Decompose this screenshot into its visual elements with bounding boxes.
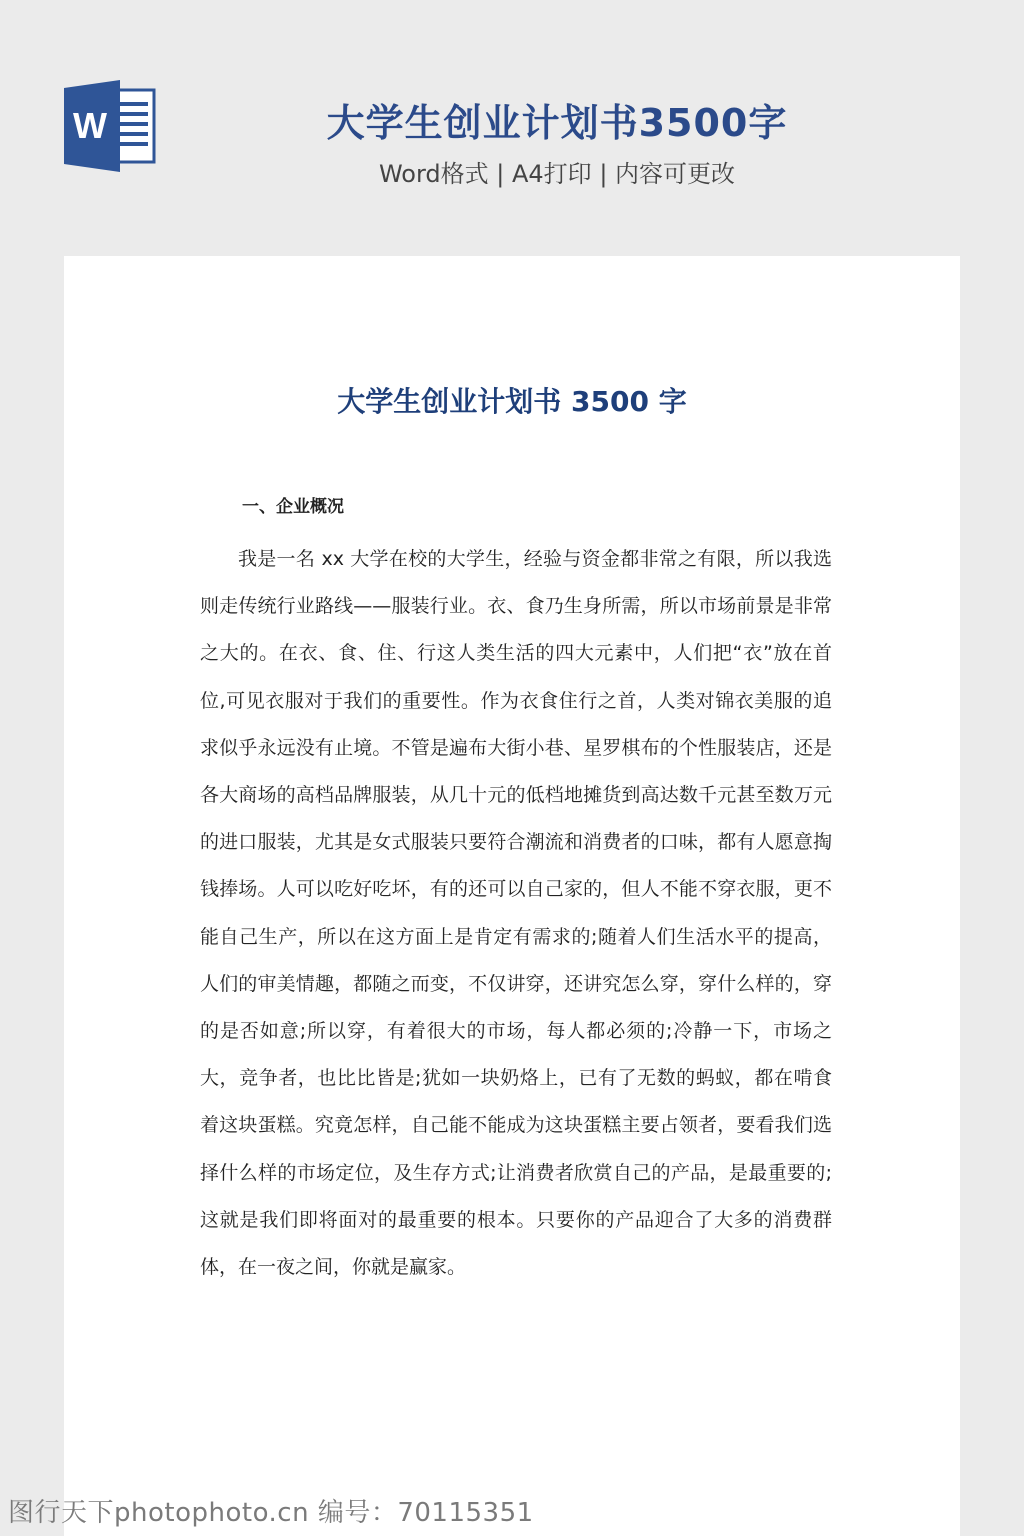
- header: [0, 0, 1024, 250]
- watermark: 图行天下photophoto.cn 编号：70115351: [8, 1498, 534, 1528]
- word-icon: [62, 80, 158, 172]
- svg-text:W: W: [73, 105, 107, 146]
- page-title: 大学生创业计划书3500字: [326, 101, 788, 145]
- body-paragraph: 我是一名 xx 大学在校的大学生，经验与资金都非常之有限，所以我选则走传统行业路线——服装行业。衣、食乃生身所需，所以市场前景是非常之大的。在衣、食、住、行这人类生活的四大元素中，人们把“衣”放在首位,可见衣服对于我们的重要性。作为衣食住行之首，人类对锦衣美服的追求似乎永远没有止境。不管是遍布大街小巷、星罗棋布的个性服装店，还是各大商场的高档品牌服装，从几十元的低档地摊货到高达数千元甚至数万元的进口服装，尤其是女式服装只要符合潮流和消费者的口味，都有人愿意掏钱捧场。人可以吃好吃坏，有的还可以自己家的，但人不能不穿衣服，更不能自己生产，所以在这方面上是肯定有需求的;随着人们生活水平的提高，人们的审美情趣，都随之而变，不仅讲穿，还讲究怎么穿，穿什么样的，穿的是否如意;所以穿，有着很大的市场，每人都必须的;冷静一下，市场之大，竞争者，也比比皆是;犹如一块奶烙上，已有了无数的蚂蚁，都在啃食着这块蛋糕。究竟怎样，自己能不能成为这块蛋糕主要占领者，要看我们选择什么样的市场定位，及生存方式;让消费者欣赏自己的产品，是最重要的;这就是我们即将面对的最重要的根本。只要你的产品迎合了大多的消费群体，在一夜之间，你就是赢家。: [200, 548, 832, 1279]
- document-title: 大学生创业计划书 3500 字: [337, 385, 687, 418]
- page-subtitle: Word格式 | A4打印 | 内容可更改: [378, 160, 736, 188]
- section-heading: 一、企业概况: [242, 497, 344, 517]
- document-page: [64, 256, 960, 1536]
